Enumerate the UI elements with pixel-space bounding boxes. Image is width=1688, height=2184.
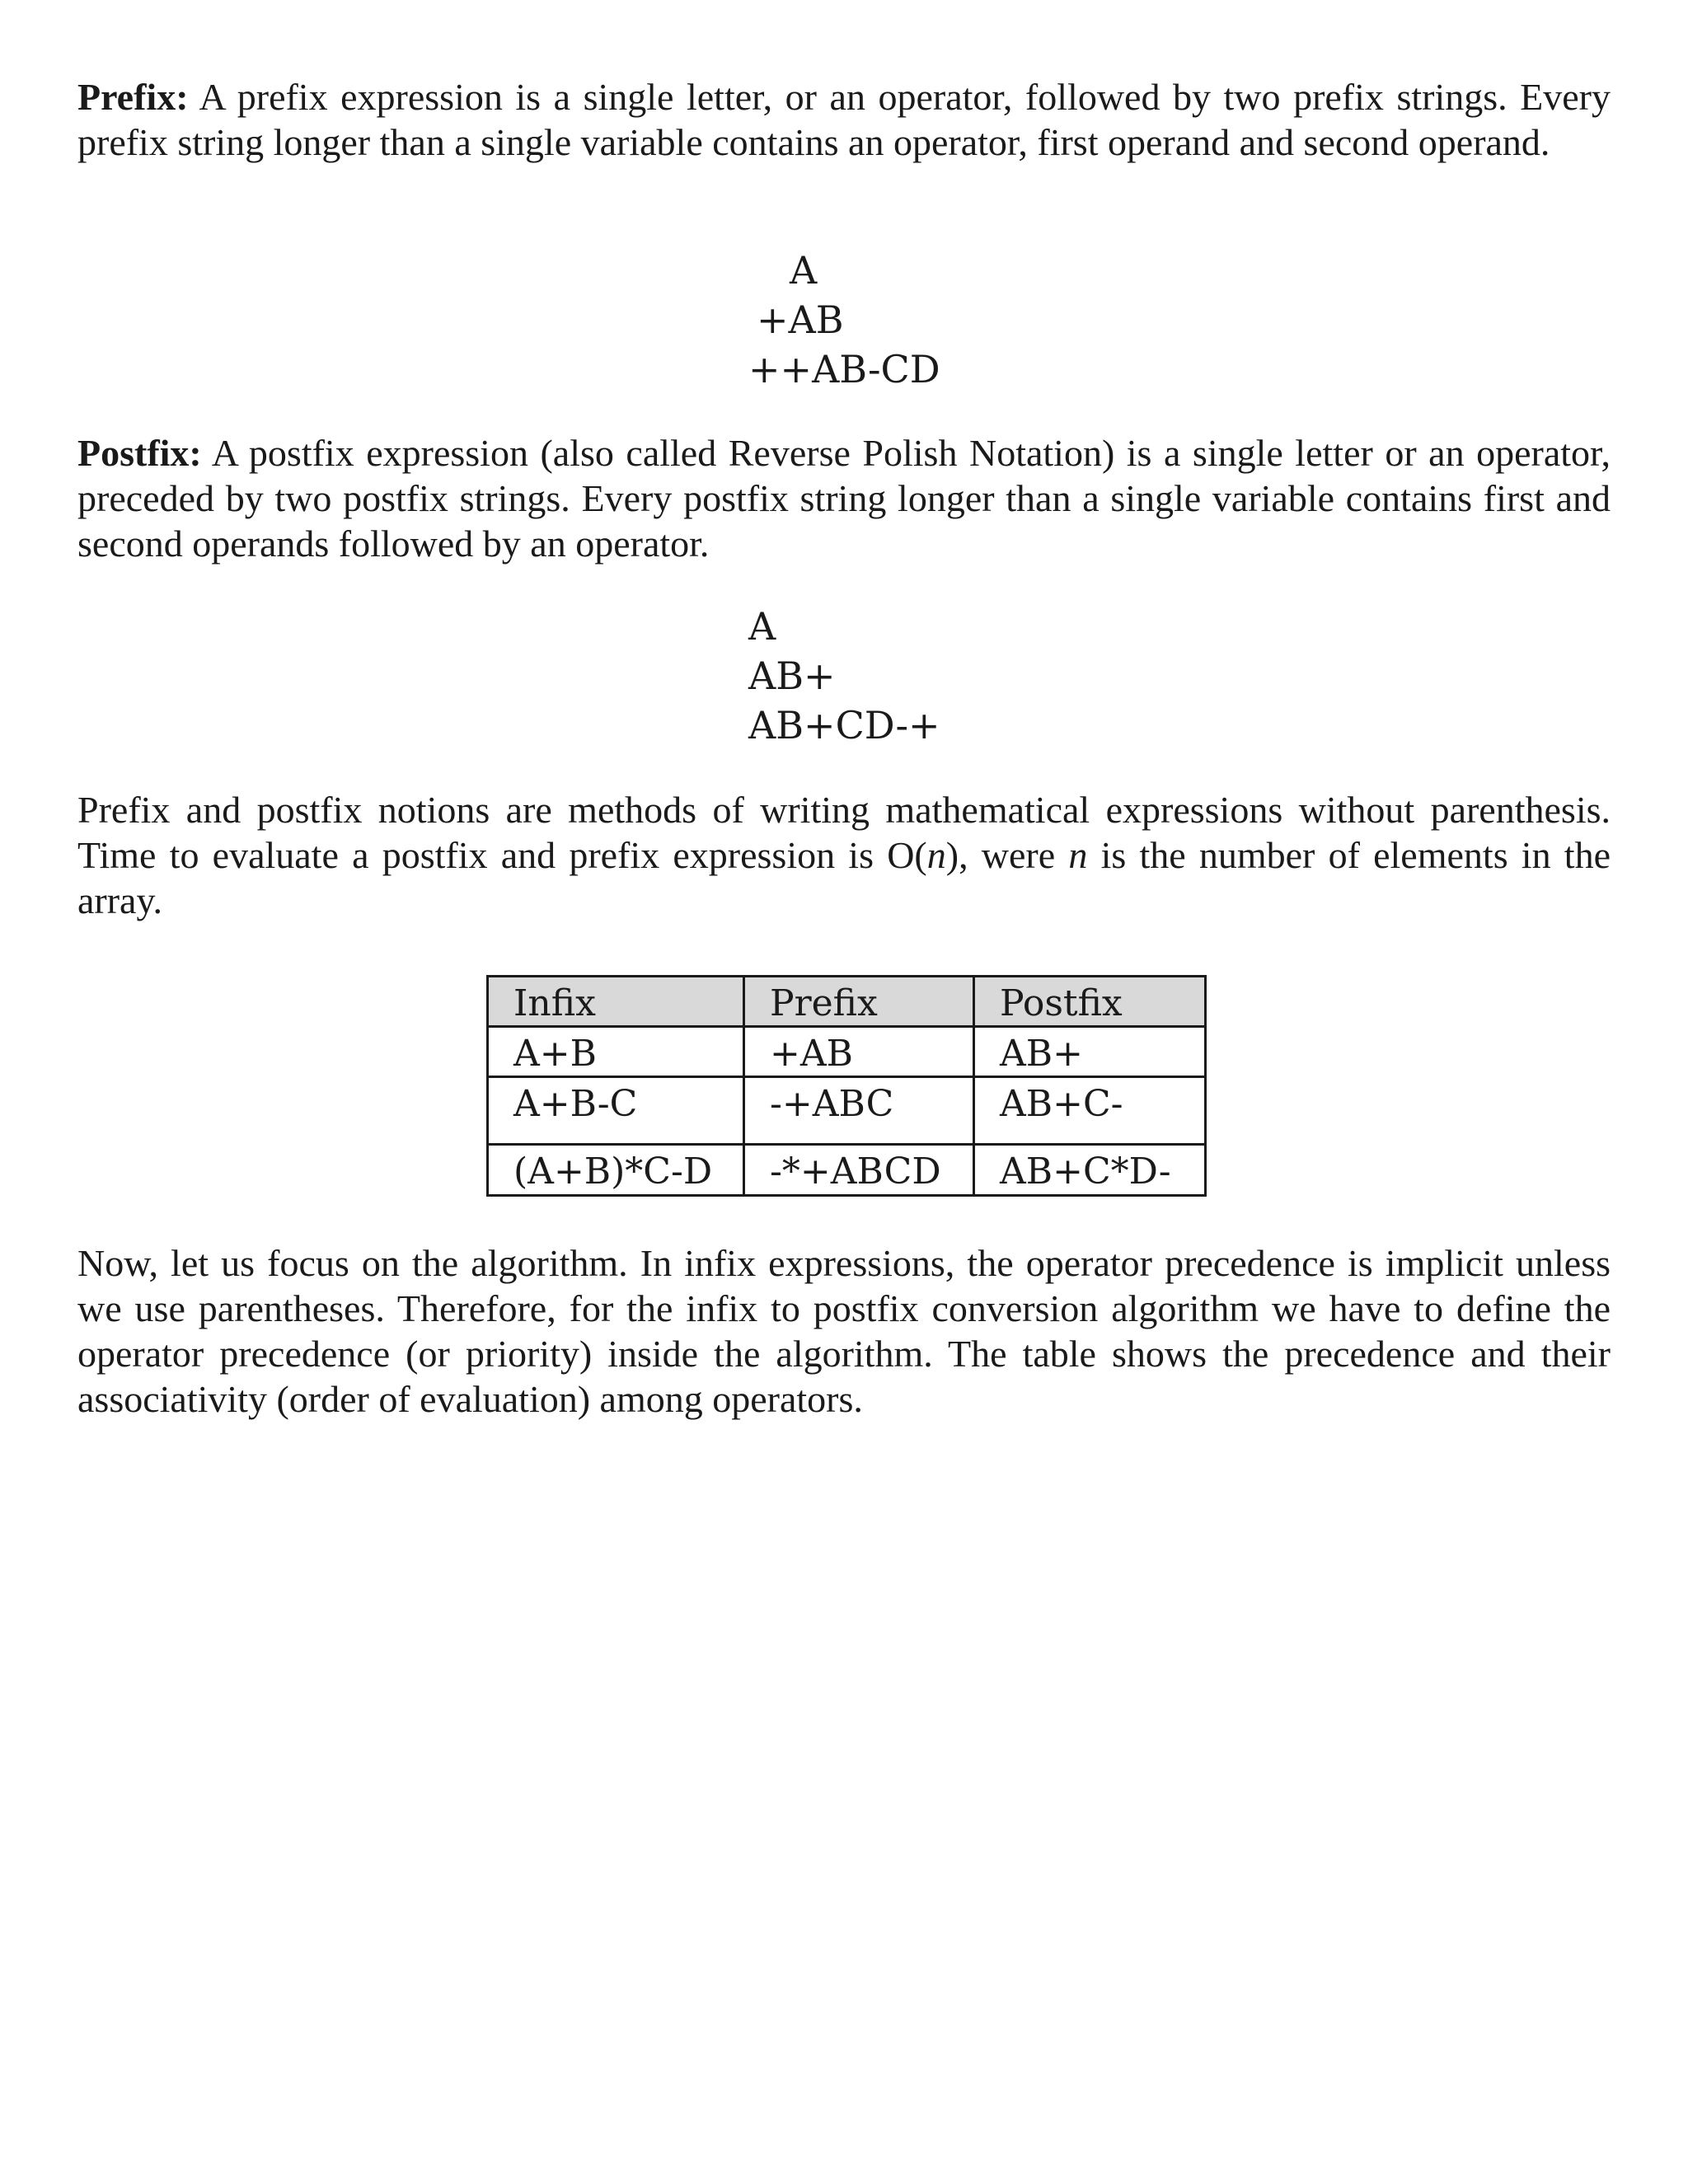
postfix-definition-text: A postfix expression (also called Reverse Polish Notation) is a single letter or an operator, preceded by two postfix strings. Every postfix string longer than a single variable contains first and second operands followed by an operator.: [77, 432, 1611, 565]
cell-infix: (A+B)*C-D: [488, 1145, 744, 1196]
table-row: [488, 1077, 1206, 1145]
header-infix: Infix: [488, 977, 744, 1027]
header-prefix: Prefix: [744, 977, 974, 1027]
cell-prefix: +AB: [744, 1027, 974, 1077]
complexity-paragraph: [77, 787, 1611, 923]
postfix-example-3: AB+CD-+: [748, 703, 940, 748]
prefix-definition-text: A prefix expression is a single letter, or an operator, followed by two prefix strings. Every prefix string longer than a single variable contains an operator, first operand and second operand.: [77, 76, 1611, 163]
table-header-row: [488, 977, 1206, 1027]
table-row: [488, 1027, 1206, 1077]
algorithm-paragraph: Now, let us focus on the algorithm. In infix expressions, the operator precedence is implicit unless we use parentheses. Therefore, for the infix to postfix conversion algorithm we have to define the operator precedence (or priority) inside the algorithm. The table shows the precedence and their associativity (order of evaluation) among operators.: [77, 1242, 1611, 1420]
cell-infix: A+B: [488, 1027, 744, 1077]
complexity-text-3: is the number of elements in the array.: [77, 834, 1611, 921]
postfix-example-1: A: [748, 604, 776, 649]
complexity-text-1: Prefix and postfix notions are methods of writing mathematical expressions without parenthesis. Time to evaluate a postfix and prefix expression is O(: [77, 789, 1611, 876]
postfix-label: Postfix:: [77, 432, 202, 474]
prefix-example-1: A: [790, 248, 818, 293]
cell-prefix: -*+ABCD: [744, 1145, 974, 1196]
postfix-example-2: AB+: [748, 654, 836, 698]
complexity-var-n-1: n: [926, 834, 946, 876]
complexity-text-2: ), were: [945, 834, 1069, 876]
prefix-example-2: +AB: [757, 298, 844, 342]
postfix-examples: [748, 602, 940, 750]
prefix-definition-paragraph: [77, 74, 1611, 165]
cell-infix: A+B-C: [488, 1077, 744, 1145]
cell-postfix: AB+C*D-: [974, 1145, 1206, 1196]
complexity-var-n-2: n: [1068, 834, 1088, 876]
cell-postfix: AB+: [974, 1027, 1206, 1077]
cell-prefix: -+ABC: [744, 1077, 974, 1145]
postfix-definition-paragraph: [77, 430, 1611, 566]
notation-table-container: [486, 975, 1207, 1197]
notation-table: [486, 975, 1207, 1197]
table-row: [488, 1145, 1206, 1196]
prefix-example-3: ++AB-CD: [748, 347, 940, 391]
prefix-label: Prefix:: [77, 76, 189, 118]
header-postfix: Postfix: [974, 977, 1206, 1027]
cell-postfix: AB+C-: [974, 1077, 1206, 1145]
prefix-examples: [748, 246, 940, 394]
